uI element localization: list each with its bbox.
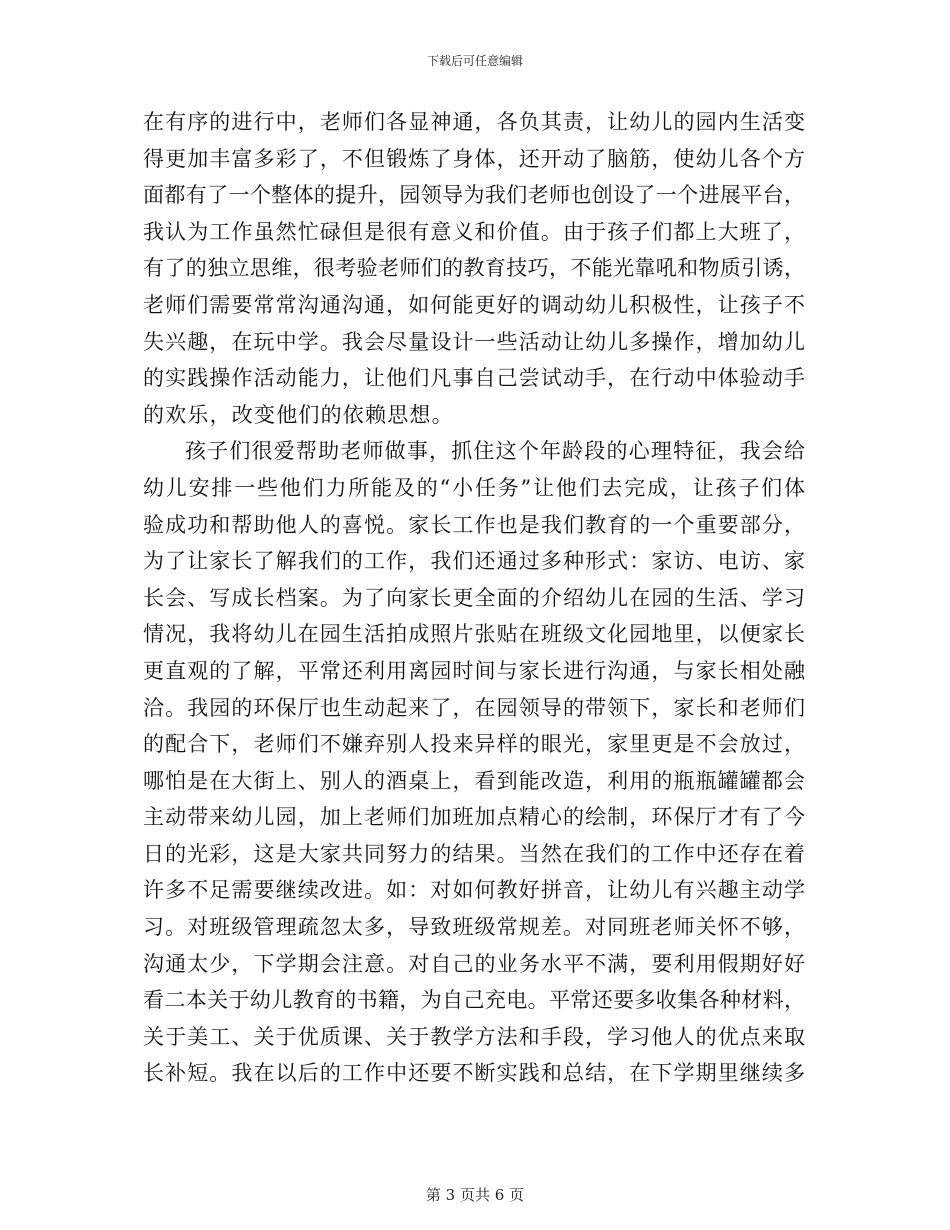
text-line: 沟通太少，下学期会注意。对自己的业务水平不满，要利用假期好好: [143, 951, 805, 976]
text-line: 有了的独立思维，很考验老师们的教育技巧，不能光靠吼和物质引诱，: [143, 256, 805, 281]
text-line: 得更加丰富多彩了，不但锻炼了身体，还开动了脑筋，使幼儿各个方: [143, 146, 805, 171]
text-line: 的实践操作活动能力，让他们凡事自己尝试动手，在行动中体验动手: [143, 366, 805, 391]
text-line: 失兴趣，在玩中学。我会尽量设计一些活动让幼儿多操作，增加幼儿: [143, 329, 805, 354]
text-line: 许多不足需要继续改进。如：对如何教好拼音，让幼儿有兴趣主动学: [143, 878, 805, 903]
text-line: 更直观的了解，平常还利用离园时间与家长进行沟通，与家长相处融: [143, 658, 805, 683]
text-line: 我认为工作虽然忙碌但是很有意义和价值。由于孩子们都上大班了，: [143, 219, 805, 244]
text-line: 长补短。我在以后的工作中还要不断实践和总结，在下学期里继续多: [143, 1061, 805, 1086]
paragraph-first-line: 孩子们很爱帮助老师做事，抓住这个年龄段的心理特征，我会给: [185, 439, 805, 464]
text-line: 看二本关于幼儿教育的书籍，为自己充电。平常还要多收集各种材料，: [143, 988, 805, 1013]
text-line: 日的光彩，这是大家共同努力的结果。当然在我们的工作中还存在着: [143, 841, 805, 866]
text-line: 长会、写成长档案。为了向家长更全面的介绍幼儿在园的生活、学习: [143, 585, 805, 610]
page-header: 下载后可任意编辑: [426, 54, 523, 68]
page-number: 第 3 页共 6 页: [425, 1186, 525, 1204]
text-line: 为了让家长了解我们的工作，我们还通过多种形式：家访、电访、家: [143, 549, 805, 574]
text-line: 在有序的进行中，老师们各显神通，各负其责，让幼儿的园内生活变: [143, 110, 805, 134]
text-line: 哪怕是在大街上、别人的酒桌上，看到能改造，利用的瓶瓶罐罐都会: [143, 768, 805, 793]
text-line: 的欢乐，改变他们的依赖思想。: [143, 402, 454, 427]
text-line: 关于美工、关于优质课、关于教学方法和手段，学习他人的优点来取: [143, 1024, 805, 1049]
body-text: [143, 104, 805, 1092]
text-line: 幼儿安排一些他们力所能及的“小任务”让他们去完成，让孩子们体: [143, 475, 805, 500]
text-line: 习。对班级管理疏忽太多，导致班级常规差。对同班老师关怀不够，: [143, 915, 805, 940]
text-line: 洽。我园的环保厅也生动起来了，在园领导的带领下，家长和老师们: [143, 695, 805, 720]
text-line: 主动带来幼儿园，加上老师们加班加点精心的绘制，环保厅才有了今: [143, 805, 805, 830]
text-line: 验成功和帮助他人的喜悦。家长工作也是我们教育的一个重要部分，: [143, 512, 805, 537]
text-line: 面都有了一个整体的提升，园领导为我们老师也创设了一个进展平台，: [143, 183, 805, 208]
text-line: 情况，我将幼儿在园生活拍成照片张贴在班级文化园地里，以便家长: [143, 622, 805, 647]
text-line: 老师们需要常常沟通沟通，如何能更好的调动幼儿积极性，让孩子不: [143, 292, 805, 317]
text-line: 的配合下，老师们不嫌弃别人投来异样的眼光，家里更是不会放过，: [143, 732, 805, 757]
